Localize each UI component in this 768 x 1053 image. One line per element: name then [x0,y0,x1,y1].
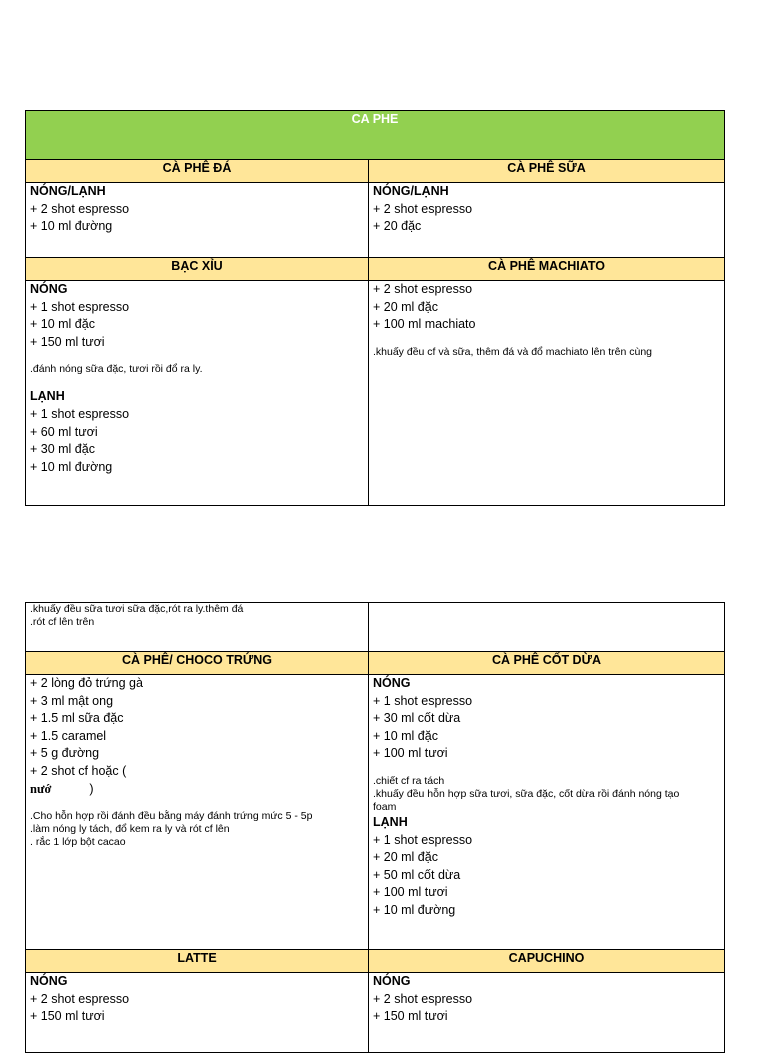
ingredient-line: + 30 ml cốt dừa [373,711,461,726]
ingredient-line: + 10 ml đặc [373,728,438,743]
cold-label: LẠNH [30,389,65,404]
header-choco-trung: CÀ PHÊ/ CHOCO TRỨNG [26,652,369,675]
ingredient-line: + 1.5 ml sữa đặc [30,711,124,726]
ingredient-line: + 50 ml cốt dừa [373,867,461,882]
mode-label: NÓNG [373,974,411,988]
instruction-note: foam [373,800,397,813]
instruction-note: . rắc 1 lớp bột cacao [30,836,126,849]
ingredient-line: + 1 shot espresso [30,406,130,421]
recipe-ca-phe-sua [369,183,725,258]
ingredient-line: + 100 ml tươi [373,746,448,761]
ingredient-line: + 1 shot espresso [30,299,130,314]
ingredient-line: + 2 shot cf hoặc ( [30,763,127,778]
instruction-note: .làm nóng ly tách, đổ kem ra ly và rót cf lên [30,823,230,836]
ingredient-line: + 5 g đường [30,746,100,761]
mode-label: NÓNG/LẠNH [30,184,106,198]
instruction-note: .Cho hỗn hợp rồi đánh đều bằng máy đánh trứng mức 5 - 5p [30,810,313,823]
recipe-table-bottom [25,602,725,1053]
ingredient-line: + 10 ml đặc [30,317,95,332]
ingredient-line: + 2 shot espresso [373,201,473,216]
ingredient-line: + 20 ml đặc [373,299,438,314]
ingredient-line: + 2 shot espresso [373,991,473,1006]
ingredient-line: + 10 ml đường [30,219,113,234]
ingredient-line: + 60 ml tươi [30,424,98,439]
ingredient-line: + 100 ml tươi [373,885,448,900]
ingredient-line: + 100 ml machiato [373,317,476,332]
page-title: CA PHE [26,111,725,160]
header-ca-phe-sua: CÀ PHÊ SỮA [369,160,725,183]
ingredient-line: + 20 ml đặc [373,850,438,865]
ingredient-line: + 150 ml tươi [30,1009,105,1024]
recipe-choco-trung [26,675,369,950]
recipe-latte [26,973,369,1053]
water-text: nướ [30,781,52,796]
ingredient-line: + 10 ml đường [30,459,113,474]
hot-label: NÓNG [30,282,68,296]
recipe-machiato [369,281,725,506]
ingredient-line: + 150 ml tươi [373,1009,448,1024]
instruction-note: .đánh nóng sữa đặc, tươi rồi đổ ra ly. [30,363,203,376]
empty-cell [369,603,725,652]
header-bac-xiu: BẠC XỈU [26,258,369,281]
ingredient-line: + 1.5 caramel [30,728,107,743]
header-machiato: CÀ PHÊ MACHIATO [369,258,725,281]
cold-label: LẠNH [373,814,408,829]
hot-label: NÓNG [373,676,411,690]
header-latte: LATTE [26,950,369,973]
instruction-note: .khuấy đều hỗn hợp sữa tươi, sữa đặc, cốt dừa rồi đánh nóng tạo [373,787,680,800]
closing-paren: ) [89,781,94,796]
recipe-continued [26,603,369,652]
recipe-ca-phe-da [26,183,369,258]
header-ca-phe-da: CÀ PHÊ ĐÁ [26,160,369,183]
ingredient-line: + 1 shot espresso [373,693,473,708]
instruction-note: .khuấy đều cf và sữa, thêm đá và đổ machiato lên trên cùng [373,345,653,358]
recipe-cot-dua [369,675,725,950]
ingredient-line: + 30 ml đặc [30,442,95,457]
ingredient-line: + 2 lòng đỏ trứng gà [30,676,143,690]
ingredient-line: + 150 ml tươi [30,334,105,349]
header-cot-dua: CÀ PHÊ CỐT DỪA [369,652,725,675]
ingredient-line: + 3 ml mật ong [30,693,114,708]
mode-label: NÓNG/LẠNH [373,184,449,198]
recipe-capuchino [369,973,725,1053]
header-capuchino: CAPUCHINO [369,950,725,973]
ingredient-line: + 2 shot espresso [30,201,130,216]
ingredient-line: + 20 đặc [373,219,422,234]
ingredient-line: + 2 shot espresso [373,282,473,296]
instruction-note: .chiết cf ra tách [373,774,445,787]
ingredient-line: + 1 shot espresso [373,832,473,847]
mode-label: NÓNG [30,974,68,988]
ingredient-line: + 2 shot espresso [30,991,130,1006]
instruction-note: .rót cf lên trên [30,616,95,628]
ingredient-line: + 10 ml đường [373,902,456,917]
recipe-bac-xiu [26,281,369,506]
recipe-table-top [25,110,725,506]
instruction-note: .khuấy đều sữa tươi sữa đặc,rót ra ly.thêm đá [30,603,244,615]
